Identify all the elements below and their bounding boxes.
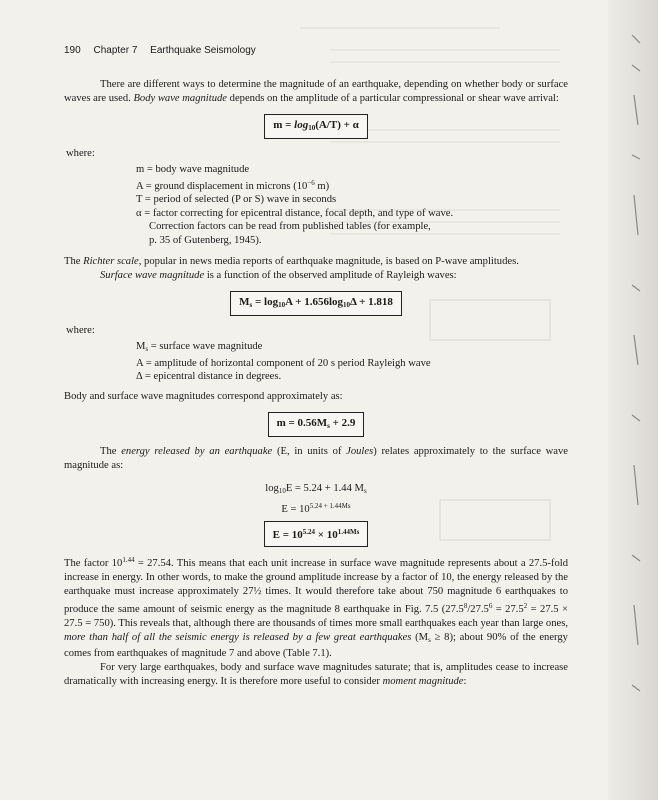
energy-factor-paragraph: The factor $10^{1.44} = 27.54$. This means that each unit increase in surface wave magnitude represents about a 27.5-fold increase in energy. In other words, to make the ground amplitude increase by a factor of 10, the energy released by the earthquake must increase approximately 27½ times. It would therefore take about 750 magnitude 6 earthquakes to produce the same amount of seismic energy as the magnitude 8 earthquake in Fig. 7.5 $(27.5^8/27.5^6 = 27.5^2 = 27.5 \times 27.5 = 750)$. This reveals that, although there are thousands of times more small earthquakes each year than large ones, more than half of all the seismic energy is released by a few great earthquakes $(M_s \ge 8)$; about 90% of the energy comes from earthquakes of magnitude 7 and above (Table 7.1). xyxy=(64,555,569,659)
book-page xyxy=(64,44,568,689)
chapter-label: Chapter 7 xyxy=(93,45,138,56)
where-label-1: where: xyxy=(66,148,95,159)
body-surface-paragraph: Body and surface wave magnitudes correspond approximately as: xyxy=(64,390,343,402)
definition-item: α = factor correcting for epicentral distance, focal depth, and type of wave. xyxy=(136,207,454,219)
magnitude-relation-equation: $m = 0.56M_s + 2.9$ xyxy=(268,412,365,437)
definition-continuation: Correction factors can be read from published tables (for example, xyxy=(149,221,431,232)
definition-item: A = ground displacement in microns ($10^{-6}$ m) xyxy=(136,178,330,192)
definition-item: Δ = epicentral distance in degrees. xyxy=(136,371,282,382)
chapter-title: Earthquake Seismology xyxy=(150,45,256,56)
running-header xyxy=(64,44,568,58)
where-label-2: where: xyxy=(66,325,95,336)
definition-item: A = amplitude of horizontal component of 20 s period Rayleigh wave xyxy=(136,357,431,369)
definition-item: m = body wave magnitude xyxy=(136,164,250,175)
surface-wave-paragraph: Surface wave magnitude is a function of the observed amplitude of Rayleigh waves: xyxy=(100,270,457,281)
energy-power-equation: $E = 10^{5.24 + 1.44Ms}$ xyxy=(281,501,351,515)
page-number: 190 xyxy=(64,45,81,56)
definition-continuation: p. 35 of Gutenberg, 1945). xyxy=(149,234,262,246)
energy-log-equation: $\log_{10}E = 5.24 + 1.44$ $M_s$ xyxy=(265,482,367,495)
intro-paragraph: There are different ways to determine the magnitude of an earthquake, depending on whether body or surface waves are used. Body wave magnitude depends on the amplitude of a particular compressional or shear wave arrival: xyxy=(64,79,568,104)
definition-item: $M_s$ = surface wave magnitude xyxy=(136,341,263,353)
spine-marks xyxy=(626,35,646,735)
energy-product-equation: $E = 10^{5.24} \times 10^{1.44Ms}$ xyxy=(264,521,369,547)
surface-wave-definitions xyxy=(136,340,568,384)
definition-item: T = period of selected (P or S) wave in seconds xyxy=(136,194,337,205)
body-wave-definitions xyxy=(136,163,568,247)
surface-wave-magnitude-equation: $M_s = \log_{10}A + 1.656\log_{10}\Delta + 1.818$ xyxy=(230,291,402,316)
richter-paragraph: The Richter scale, popular in news media reports of earthquake magnitude, is based on P-wave amplitudes. xyxy=(64,256,519,267)
saturation-paragraph: For very large earthquakes, body and surface wave magnitudes saturate; that is, amplitudes cease to increase dramatically with increasing energy. It is therefore more useful to consider moment magnitude: xyxy=(64,661,568,687)
energy-paragraph: The energy released by an earthquake (E, in units of Joules) relates approximately to the surface wave magnitude as: xyxy=(64,445,568,471)
body-wave-magnitude-equation: $m = \log_{10}(A/T) + \alpha$ xyxy=(264,114,368,139)
energy-equations xyxy=(64,481,568,547)
